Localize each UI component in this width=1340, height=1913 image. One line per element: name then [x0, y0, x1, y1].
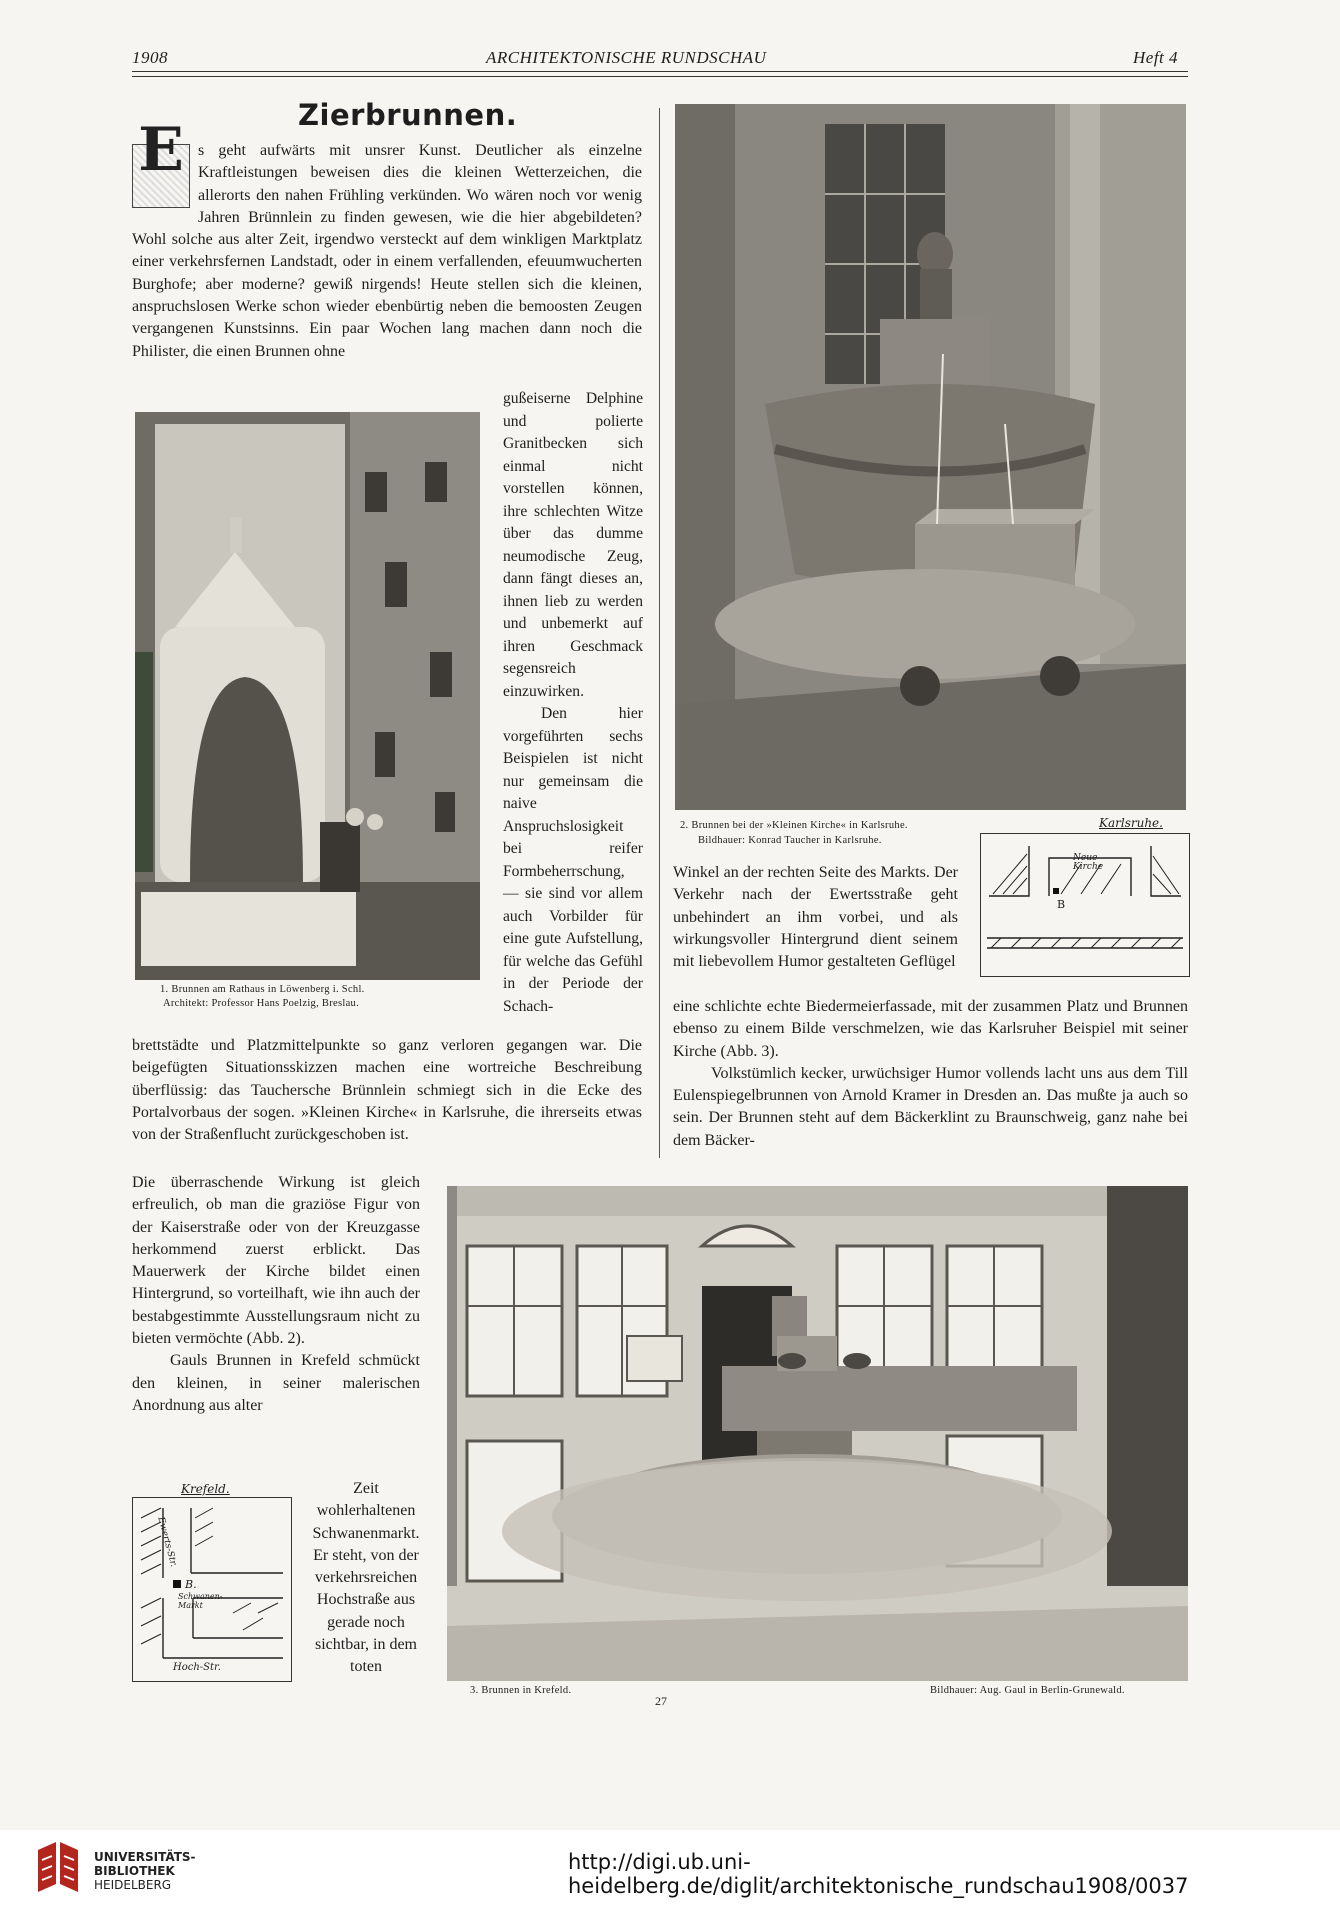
sketch-krefeld-street2: Hoch-Str.	[173, 1662, 221, 1673]
photo-fountain-krefeld	[447, 1186, 1188, 1681]
page-number: 27	[655, 1694, 667, 1708]
paragraph-wirkung	[132, 1172, 420, 1417]
sketch-krefeld-title: Krefeld.	[181, 1482, 230, 1496]
source-url-link[interactable]: http://digi.ub.uni-heidelberg.de/diglit/architektonische_rundschau1908/0037	[568, 1850, 1189, 1898]
caption-fig2-line2: Bildhauer: Konrad Taucher in Karlsruhe.	[698, 835, 882, 846]
library-name	[94, 1850, 196, 1892]
paragraph-examples: Den hier vorgeführten sechs Beispielen ist nicht nur gemeinsam die naive Anspruchslosigkeit bei reifer Formbeherrschung, — sie sind vor allem auch Vorbilder für eine gute Aufstellung, für welche das Gefühl in der Periode der Schach-	[503, 705, 643, 1015]
footer-bar	[0, 1830, 1340, 1913]
sketch-krefeld-b: B.	[185, 1578, 197, 1591]
header-journal: ARCHITEKTONISCHE RUNDSCHAU	[486, 48, 767, 67]
header-issue: Heft 4	[1133, 48, 1179, 67]
paragraph-biedermeier: eine schlichte echte Biedermeierfassade, mit der zusammen Platz und Brunnen ebenso zu einem Bilde verschmelzen, wie das Karlsruher Beispiel mit seiner Kirche (Abb. 3).	[673, 998, 1188, 1060]
caption-fig1-line1: 1. Brunnen am Rathaus in Löwenberg i. Schl.	[160, 984, 365, 995]
university-logo-icon	[34, 1840, 82, 1900]
header-year: 1908	[132, 48, 168, 67]
sketch-karlsruhe	[980, 816, 1190, 977]
sketch-karlsruhe-b: B	[1057, 898, 1066, 911]
dropcap-letter: E	[138, 115, 184, 185]
paragraph-sketches	[132, 1035, 642, 1146]
paragraph-intro-text: s geht aufwärts mit unsrer Kunst. Deutlicher als einzelne Kraftleistungen beweisen dies die kleinen Wetterzeichen, die allerorts den nahen Frühling verkünden. Wo wären noch vor wenig Jahren Brünnlein zu finden gewesen, wie die hier abgebildeten? Wohl solche aus alter Zeit, irgendwo versteckt auf dem winkligen Marktplatz einer verkehrsfernen Landstadt, oder in einem verfallenden, efeuumwucherten Burghofe; aber moderne? gewiß nirgends! Heute stellen sich die kleinen, anspruchslosen Werke schon wieder ebenbürtig neben die bemoosten Zeugen vergangenen Kunstsinns. Ein paar Wochen lang machen dann noch die Philister, die einen Brunnen ohne	[132, 142, 642, 360]
paragraph-krefeld: Gauls Brunnen in Krefeld schmückt den kleinen, in seiner malerischen Anordnung aus alter	[132, 1352, 420, 1414]
sketch-krefeld	[132, 1482, 292, 1682]
caption-fig3-left: 3. Brunnen in Krefeld.	[470, 1685, 572, 1696]
paragraph-eulenspiegel: Volkstümlich kecker, urwüchsiger Humor vollends lacht uns aus dem Till Eulenspiegelbrunnen von Arnold Kramer in Dresden an. Das mußte ja auch so sein. Der Brunnen steht auf dem Bäckerklint zu Braunschweig, ganz nahe bei dem Bäcker-	[673, 1064, 1188, 1149]
paragraph-krefeld-narrow	[312, 1478, 420, 1679]
column-divider	[659, 108, 660, 1158]
paragraph-sketches-text: brettstädte und Platzmittelpunkte so ganz verloren gegangen war. Die beigefügten Situationsskizzen machen eine wortreiche Beschreibung überflüssig: das Tauchersche Brünnlein schmiegt sich in die Ecke des Portalvorbaus der sogen. »Kleinen Kirche« in Karlsruhe, die ihrerseits etwas von der Straßenflucht zurückgeschoben ist.	[132, 1037, 642, 1144]
article-title: Zierbrunnen.	[298, 98, 518, 132]
sketch-karlsruhe-title: Karlsruhe.	[1099, 816, 1163, 830]
photo-fountain-karlsruhe-image	[675, 104, 1186, 810]
library-line2: BIBLIOTHEK	[94, 1864, 175, 1878]
caption-fig3-right: Bildhauer: Aug. Gaul in Berlin-Grunewald.	[930, 1685, 1125, 1696]
paragraph-right-narrow	[673, 862, 958, 973]
photo-fountain-loewenberg	[135, 412, 480, 980]
paragraph-krefeld-continued: Zeit wohlerhaltenen Schwanenmarkt. Er steht, von der verkehrsreichen Hochstraße aus gerade noch sichtbar, in dem toten	[312, 1480, 420, 1676]
photo-fountain-krefeld-image	[447, 1186, 1188, 1681]
caption-fig1-line2: Architekt: Professor Hans Poelzig, Breslau.	[163, 998, 360, 1009]
dropcap-ornament	[132, 115, 190, 208]
paragraph-narrow	[503, 388, 643, 1018]
paragraph-intro-continued: gußeiserne Delphine und polierte Granitbecken sich einmal nicht vorstellen können, ihre schlechten Witze über das dumme neumodische Zeug, dann fängt dieses an, ihnen lieb zu werden und unbemerkt auf ihren Geschmack segensreich einzuwirken.	[503, 390, 643, 700]
paragraph-wirkung-text: Die überraschende Wirkung ist gleich erfreulich, ob man die graziöse Figur von der Kaiserstraße oder von der Kreuzgasse herkommend zuerst erblickt. Das Mauerwerk der Kirche bildet einen Hintergrund, so vorteilhaft, wie ihn auch der bestabgestimmte Ausstellungsraum nicht zu bieten vermöchte (Abb. 2).	[132, 1174, 420, 1348]
sketch-krefeld-market: Schwanen-Markt	[178, 1592, 223, 1610]
library-line1: UNIVERSITÄTS-	[94, 1850, 196, 1864]
photo-fountain-karlsruhe	[675, 104, 1186, 810]
paragraph-right-narrow-text: Winkel an der rechten Seite des Markts. Der Verkehr nach der Ewertsstraße geht unbehindert an ihm vorbei, und als wirkungsvoller Hintergrund dient seinem mit liebevollem Humor gestalteten Geflügel	[673, 864, 958, 971]
photo-fountain-loewenberg-image	[135, 412, 480, 980]
paragraph-right-full	[673, 996, 1188, 1152]
university-logo-mark	[34, 1840, 82, 1900]
sketch-krefeld-street1: Ewerts-Str.	[155, 1516, 179, 1568]
library-line3: HEIDELBERG	[94, 1878, 172, 1892]
sketch-karlsruhe-church: Neue Kirche	[1073, 853, 1104, 872]
header-rule	[132, 71, 1188, 72]
caption-fig2-line1: 2. Brunnen bei der »Kleinen Kirche« in Karlsruhe.	[680, 820, 908, 831]
header-rule-2	[132, 76, 1188, 77]
